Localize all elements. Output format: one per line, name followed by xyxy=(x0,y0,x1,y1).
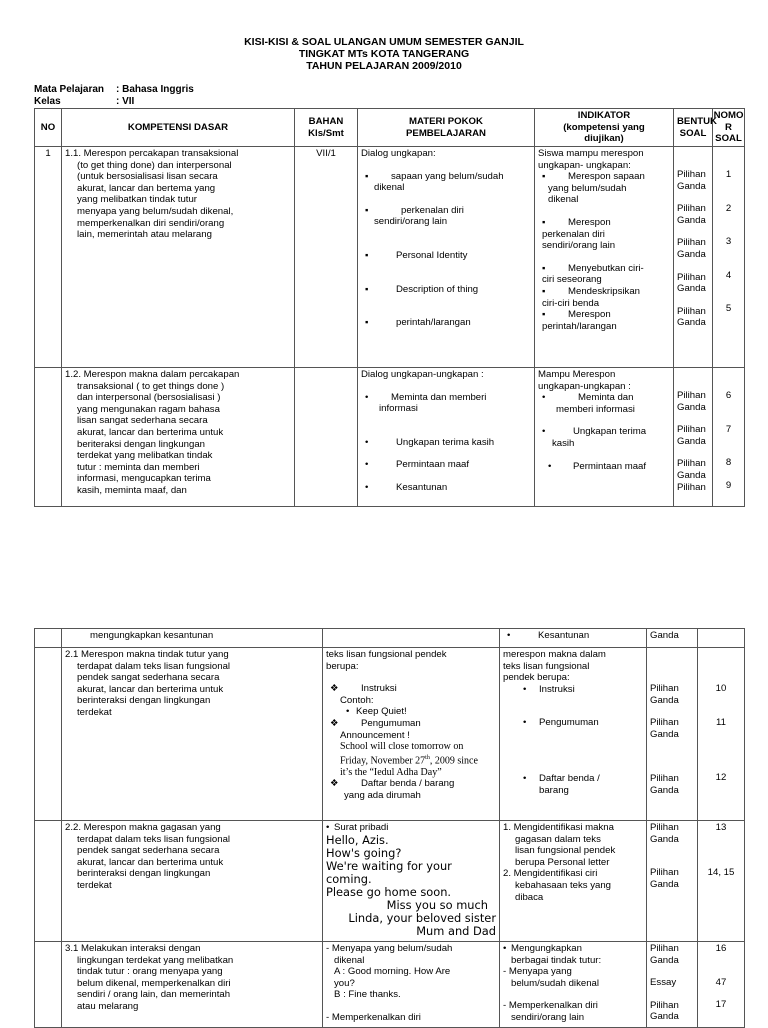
square-bullet-icon: ▪ xyxy=(542,262,546,274)
kd-line: mengungkapkan kesantunan xyxy=(90,630,214,641)
square-bullet-icon: ▪ xyxy=(365,317,369,329)
indikator-line: berbagai tindak tutur: xyxy=(511,954,602,966)
col-header-bahan-1: BAHAN xyxy=(308,115,344,127)
col-header-bentuk-1: BENTUK xyxy=(677,115,717,127)
materi-cell xyxy=(323,942,500,1028)
materi-heading: Dialog ungkapan-ungkapan : xyxy=(361,369,484,380)
row-no xyxy=(35,942,62,1028)
square-bullet-icon: ▪ xyxy=(365,170,369,182)
materi-cell xyxy=(323,629,500,648)
bentuk-label: Ganda xyxy=(677,214,706,226)
bentuk-label: Ganda xyxy=(650,1011,679,1023)
letter-line: Miss you so much xyxy=(386,897,488,912)
indikator-cell xyxy=(535,368,674,507)
indikator-line: kebahasaan teks yang xyxy=(515,879,612,891)
dialog-line: you? xyxy=(334,977,355,989)
kd-line: terdapat dalam teks lisan fungsional xyxy=(77,660,231,672)
bullet-icon: • xyxy=(542,426,546,438)
indikator-item-cont: perkenalan diri xyxy=(542,228,605,240)
indikator-item-cont: dikenal xyxy=(548,194,579,206)
indikator-item: • Meminta dan xyxy=(542,392,634,404)
col-header-indikator-2: (kompetensi yang xyxy=(563,121,645,133)
letter-line: Hello, Azis. xyxy=(326,832,389,847)
col-header-nomor xyxy=(713,109,745,147)
indikator-line: pendek berupa: xyxy=(503,672,570,684)
diamond-bullet-icon: ❖ xyxy=(330,717,339,729)
bullet-icon: • xyxy=(523,772,527,784)
bentuk-label: Pilihan xyxy=(677,458,706,470)
row-no xyxy=(35,368,62,507)
indikator-item-cont: ciri-ciri benda xyxy=(542,297,600,309)
bentuk-label: Ganda xyxy=(650,728,679,740)
bullet-icon: • xyxy=(523,683,527,695)
materi-item: • Permintaan maaf xyxy=(365,459,470,471)
bentuk-label: Ganda xyxy=(650,694,679,706)
bentuk-label: Pilihan xyxy=(677,390,706,401)
col-header-nomor-3: SOAL xyxy=(715,133,742,145)
kd-line: tindak tutur : orang menyapa yang xyxy=(77,966,223,978)
announcement-line: School will close tomorrow on xyxy=(340,741,464,753)
bullet-icon: • xyxy=(365,459,369,471)
col-header-bentuk-2: SOAL xyxy=(679,127,707,139)
indikator-item-cont: yang belum/sudah xyxy=(548,182,627,194)
bentuk-label: Essay xyxy=(650,977,677,989)
kd-line: akurat, lancar dan berterima untuk xyxy=(77,426,224,438)
letter-line: We're waiting for your xyxy=(326,858,452,873)
col-header-indikator-1: INDIKATOR xyxy=(577,110,631,122)
kd-line: atau melarang xyxy=(77,1000,139,1012)
bahan-cell: VII/1 xyxy=(295,147,358,368)
col-header-materi-1: MATERI POKOK xyxy=(409,115,483,127)
nomor-soal: 16 xyxy=(715,943,727,954)
indikator-line: gagasan dalam teks xyxy=(515,833,601,845)
bentuk-label: Pilihan xyxy=(650,999,679,1011)
row-no xyxy=(35,648,62,821)
materi-line: Announcement ! xyxy=(340,729,410,741)
materi-line: dikenal xyxy=(334,954,365,966)
col-header-bahan xyxy=(295,109,358,147)
col-header-kd: KOMPETENSI DASAR xyxy=(62,109,295,147)
bahan-cell xyxy=(295,368,358,507)
materi-item-cont: dikenal xyxy=(374,182,405,194)
bentuk-cell xyxy=(674,147,713,368)
document-title: KISI-KISI & SOAL ULANGAN UMUM SEMESTER GANJIL xyxy=(244,36,524,48)
table-row xyxy=(35,368,745,507)
square-bullet-icon: ▪ xyxy=(365,283,369,295)
bentuk-label: Pilihan xyxy=(677,481,706,493)
bullet-icon: • xyxy=(523,717,527,729)
indikator-cell xyxy=(500,821,647,942)
kd-line: tutur : meminta dan memberi xyxy=(77,461,200,473)
kd-line: akurat, lancar dan berterima untuk xyxy=(77,856,224,868)
kd-line: akurat, lancar dan berterima untuk xyxy=(77,683,224,695)
announcement-line: it’s the “Iedul Adha Day” xyxy=(340,766,442,778)
bentuk-label: Pilihan xyxy=(677,203,706,215)
kd-cell xyxy=(62,648,323,821)
indikator-item: ▪ Merespon sapaan xyxy=(542,171,645,183)
indikator-line: 2. Mengidentifikasi ciri xyxy=(503,868,598,880)
kd-line: terdekat xyxy=(77,879,112,891)
kd-cell xyxy=(62,147,295,368)
kisi-kisi-table-page2 xyxy=(34,628,745,1028)
square-bullet-icon: ▪ xyxy=(542,309,546,321)
bullet-icon: • xyxy=(365,391,369,403)
indikator-line: belum/sudah dikenal xyxy=(511,977,600,989)
announcement-line: Friday, November 27th, 2009 since xyxy=(340,754,478,767)
bullet-icon: • xyxy=(503,943,507,954)
nomor-soal: 6 xyxy=(725,390,732,401)
bentuk-label: Pilihan xyxy=(677,305,706,317)
kd-line: beriteraksi dengan lingkungan xyxy=(77,438,206,450)
indikator-line: teks lisan fungsional xyxy=(503,660,590,672)
indikator-line: dibaca xyxy=(515,891,544,903)
kd-line: (to get thing done) dan interpersonal xyxy=(77,159,232,171)
indikator-cell xyxy=(500,648,647,821)
bentuk-label: Ganda xyxy=(677,317,706,329)
indikator-item-cont: sendiri/orang lain xyxy=(542,240,616,252)
indikator-cell xyxy=(500,629,647,648)
indikator-cell xyxy=(535,147,674,368)
bentuk-label: Ganda xyxy=(650,878,679,890)
materi-cell xyxy=(323,821,500,942)
class-value: : VII xyxy=(116,96,135,107)
materi-heading: Dialog ungkapan: xyxy=(361,148,436,159)
indikator-item: • Instruksi xyxy=(523,683,575,695)
kd-cell xyxy=(62,942,323,1028)
indikator-line: 1. Mengidentifikasi makna xyxy=(503,822,614,833)
nomor-cell xyxy=(698,648,745,821)
materi-line: - Menyapa yang belum/sudah xyxy=(326,943,453,954)
bentuk-label: Ganda xyxy=(677,401,706,413)
nomor-cell xyxy=(698,942,745,1028)
indikator-item-cont: ciri seseorang xyxy=(542,274,602,286)
kd-line: 1.1. Merespon percakapan transaksional xyxy=(65,148,239,159)
materi-item-cont: informasi xyxy=(379,403,418,415)
indikator-item: ▪ Mendeskripsikan xyxy=(542,285,640,297)
bullet-icon: • xyxy=(346,706,350,718)
bentuk-label: Pilihan xyxy=(677,271,706,283)
kd-line: lain, memerintah atau melarang xyxy=(77,229,212,241)
kd-line: lisan sangat sederhana secara xyxy=(77,415,208,427)
class-label: Kelas xyxy=(34,96,61,107)
diamond-bullet-icon: ❖ xyxy=(330,683,339,695)
materi-item: ❖ Pengumuman xyxy=(330,717,421,729)
indikator-item: ▪ Merespon xyxy=(542,309,611,321)
indikator-line: merespon makna dalam xyxy=(503,649,606,660)
letter-line: How's going? xyxy=(326,845,402,860)
row-no xyxy=(35,629,62,648)
kd-line: memperkenalkan diri sendiri/orang xyxy=(77,217,225,229)
square-bullet-icon: ▪ xyxy=(542,171,546,183)
bentuk-label: Ganda xyxy=(677,469,706,481)
table-row xyxy=(35,942,745,1028)
materi-item-cont: sendiri/orang lain xyxy=(374,216,448,228)
bentuk-label: Ganda xyxy=(677,180,706,192)
indikator-line: - Menyapa yang xyxy=(503,966,572,978)
nomor-cell xyxy=(713,147,745,368)
table-row xyxy=(35,147,745,368)
bentuk-label: Pilihan xyxy=(650,822,679,833)
materi-cell xyxy=(323,648,500,821)
bentuk-cell xyxy=(647,942,698,1028)
materi-item: ▪ perintah/larangan xyxy=(365,317,471,329)
indikator-item: • Mengungkapkan xyxy=(503,943,582,954)
bentuk-cell xyxy=(647,821,698,942)
col-header-no: NO xyxy=(35,109,62,147)
kd-cell xyxy=(62,821,323,942)
table-header-row xyxy=(35,109,745,147)
nomor-cell xyxy=(698,821,745,942)
bentuk-label: Ganda xyxy=(650,954,679,966)
kd-line: berinteraksi dengan lingkungan xyxy=(77,695,211,707)
indikator-item: • Kesantunan xyxy=(507,630,590,641)
kd-line: akurat, lancar dan bertema yang xyxy=(77,182,216,194)
kd-line: berinteraksi dengan lingkungan xyxy=(77,868,211,880)
indikator-heading: Siswa mampu merespon xyxy=(538,148,644,159)
kd-line: lingkungan terdekat yang melibatkan xyxy=(77,954,234,966)
indikator-item: ▪ Merespon xyxy=(542,216,611,228)
kd-line: yang mengunakan ragam bahasa xyxy=(77,403,220,415)
indikator-line: sendiri/orang lain xyxy=(511,1011,585,1023)
indikator-line: berupa Personal letter xyxy=(515,856,610,868)
bullet-icon: • xyxy=(326,822,330,833)
indikator-line: lisan fungsional pendek xyxy=(515,845,616,857)
col-header-nomor-1: NOMO xyxy=(713,110,744,122)
kd-line: 2.2. Merespon makna gagasan yang xyxy=(65,822,221,833)
bentuk-label: Pilihan xyxy=(677,169,706,180)
kd-line: pendek sangat sederhana secara xyxy=(77,845,220,857)
nomor-soal: 11 xyxy=(716,716,726,728)
table-row xyxy=(35,821,745,942)
indikator-item: • Ungkapan terima xyxy=(542,426,647,438)
materi-item: ❖ Daftar benda / barang xyxy=(330,778,455,790)
indikator-heading: ungkapan-ungkapan : xyxy=(538,380,631,392)
bentuk-label: Ganda xyxy=(677,283,706,295)
bullet-icon: • xyxy=(507,630,511,641)
kd-line: terdekat xyxy=(77,706,112,718)
kd-line: terdekat yang melibatkan tindak xyxy=(77,450,213,462)
kd-line: dan interpersonal (bersosialisasi ) xyxy=(77,392,221,404)
document-subtitle: TINGKAT MTs KOTA TANGERANG xyxy=(298,48,470,60)
nomor-soal: 17 xyxy=(715,999,727,1011)
indikator-item-cont: perintah/larangan xyxy=(542,320,617,332)
bentuk-label: Pilihan xyxy=(650,943,679,954)
kd-line: 3.1 Melakukan interaksi dengan xyxy=(65,943,201,954)
nomor-soal: 47 xyxy=(715,976,727,988)
bentuk-label: Ganda xyxy=(677,248,706,260)
nomor-soal: 10 xyxy=(715,683,727,694)
indikator-cell xyxy=(500,942,647,1028)
materi-line: - Memperkenalkan diri xyxy=(326,1011,421,1023)
indikator-heading: Mampu Merespon xyxy=(538,369,616,380)
materi-cell xyxy=(358,368,535,507)
table-row xyxy=(35,648,745,821)
nomor-soal: 2 xyxy=(725,202,732,214)
indikator-item: • Permintaan maaf xyxy=(548,460,647,472)
letter-line: coming. xyxy=(326,871,372,886)
nomor-soal: 14, 15 xyxy=(707,866,735,878)
indikator-item: ▪ Menyebutkan ciri- xyxy=(542,262,644,274)
letter-line: Mum and Dad xyxy=(416,923,496,938)
kd-cell xyxy=(62,368,295,507)
square-bullet-icon: ▪ xyxy=(365,249,369,261)
nomor-cell xyxy=(698,629,745,648)
materi-item: • Kesantunan xyxy=(365,481,448,493)
bentuk-label: Ganda xyxy=(650,784,679,796)
kd-line: terdapat dalam teks lisan fungsional xyxy=(77,833,231,845)
kd-line: transaksional ( to get things done ) xyxy=(77,380,225,392)
indikator-line: - Memperkenalkan diri xyxy=(503,1000,598,1012)
materi-line: Contoh: xyxy=(340,694,374,706)
indikator-item-cont: memberi informasi xyxy=(556,403,635,415)
letter-line: Linda, your beloved sister xyxy=(348,910,496,925)
kd-line: pendek sangat sederhana secara xyxy=(77,672,220,684)
kd-line: menyapa yang belum/sudah dikenal, xyxy=(77,205,234,217)
bentuk-label: Pilihan xyxy=(650,773,679,785)
materi-item: • Keep Quiet! xyxy=(346,706,407,718)
nomor-soal: 4 xyxy=(725,269,732,281)
square-bullet-icon: ▪ xyxy=(365,204,369,216)
bentuk-cell: Ganda xyxy=(647,629,698,648)
materi-item: • Ungkapan terima kasih xyxy=(365,436,495,448)
col-header-bentuk xyxy=(674,109,717,147)
kd-line: belum dikenal, memperkenalkan diri xyxy=(77,977,231,989)
subject-value: : Bahasa Inggris xyxy=(116,84,194,95)
materi-item: ▪ Description of thing xyxy=(365,283,479,295)
col-header-indikator xyxy=(535,109,674,147)
bentuk-cell xyxy=(647,648,698,821)
kd-line: sendiri / orang lain, dan memerintah xyxy=(77,989,231,1001)
table-row xyxy=(35,629,745,648)
nomor-soal: 12 xyxy=(715,772,727,784)
materi-item: ▪ perkenalan diri xyxy=(365,204,464,216)
indikator-heading: ungkapan- ungkapan: xyxy=(538,159,631,171)
kisi-kisi-table-page1 xyxy=(34,108,745,507)
square-bullet-icon: ▪ xyxy=(542,216,546,228)
class-line xyxy=(34,96,134,108)
nomor-cell xyxy=(713,368,745,507)
nomor-soal: 5 xyxy=(725,303,732,315)
bentuk-label: Ganda xyxy=(650,833,679,845)
indikator-item: • Pengumuman xyxy=(523,717,599,729)
bentuk-label: Pilihan xyxy=(677,424,706,436)
indikator-item: • Daftar benda / xyxy=(523,772,600,784)
bentuk-label: Pilihan xyxy=(650,867,679,879)
col-header-materi xyxy=(358,109,535,147)
indikator-item-cont: kasih xyxy=(552,437,575,449)
bullet-icon: • xyxy=(365,436,369,448)
col-header-materi-2: PEMBELAJARAN xyxy=(406,127,486,139)
nomor-soal: 3 xyxy=(725,236,732,248)
diamond-bullet-icon: ❖ xyxy=(330,778,339,790)
bentuk-cell xyxy=(674,368,713,507)
letter-line: Please go home soon. xyxy=(326,884,452,899)
nomor-soal: 9 xyxy=(725,479,732,491)
materi-line: yang ada dirumah xyxy=(344,789,421,801)
materi-line: teks lisan fungsional pendek xyxy=(326,649,447,660)
bullet-icon: • xyxy=(365,481,369,493)
square-bullet-icon: ▪ xyxy=(542,285,546,297)
row-no xyxy=(35,821,62,942)
subject-label: Mata Pelajaran xyxy=(34,84,105,95)
materi-item: ▪ sapaan yang belum/sudah xyxy=(365,170,504,182)
materi-item: • Meminta dan memberi xyxy=(365,391,487,403)
nomor-soal: 8 xyxy=(725,457,732,469)
kd-line: (untuk bersosialisasi lisan secara xyxy=(77,171,218,183)
kd-line: yang melibatkan tindak tutur xyxy=(77,194,197,206)
bentuk-label: Pilihan xyxy=(650,717,679,729)
bentuk-label: Ganda xyxy=(677,435,706,447)
kd-cell xyxy=(62,629,323,648)
bullet-icon: • xyxy=(542,392,546,404)
nomor-soal: 7 xyxy=(725,423,732,435)
bentuk-label: Pilihan xyxy=(650,683,679,694)
kd-line: kasih, meminta maaf, dan xyxy=(77,484,187,496)
col-header-bahan-2: Kls/Smt xyxy=(308,127,344,139)
nomor-soal: 13 xyxy=(715,822,727,833)
dialog-line: A : Good morning. How Are xyxy=(334,966,451,978)
bentuk-label: Pilihan xyxy=(677,237,706,249)
col-header-nomor-2: R xyxy=(725,121,732,133)
bullet-icon: • xyxy=(548,460,552,472)
indikator-line: barang xyxy=(539,784,569,796)
dialog-line: B : Fine thanks. xyxy=(334,989,401,1001)
materi-line: berupa: xyxy=(326,660,359,672)
document-year: TAHUN PELAJARAN 2009/2010 xyxy=(306,60,462,72)
materi-item: ▪ Personal Identity xyxy=(365,249,468,261)
kd-line: 1.2. Merespon makna dalam percakapan xyxy=(65,369,240,380)
kd-line: informasi, mengucapkan terima xyxy=(77,473,211,485)
row-no: 1 xyxy=(35,147,62,368)
col-header-indikator-3: diujikan) xyxy=(584,133,624,145)
materi-cell xyxy=(358,147,535,368)
subject-line xyxy=(34,84,194,96)
nomor-soal: 1 xyxy=(725,169,732,180)
materi-item: • Surat pribadi xyxy=(326,822,389,833)
kd-line: 2.1 Merespon makna tindak tutur yang xyxy=(65,649,229,660)
materi-item: ❖ Instruksi xyxy=(330,683,397,695)
